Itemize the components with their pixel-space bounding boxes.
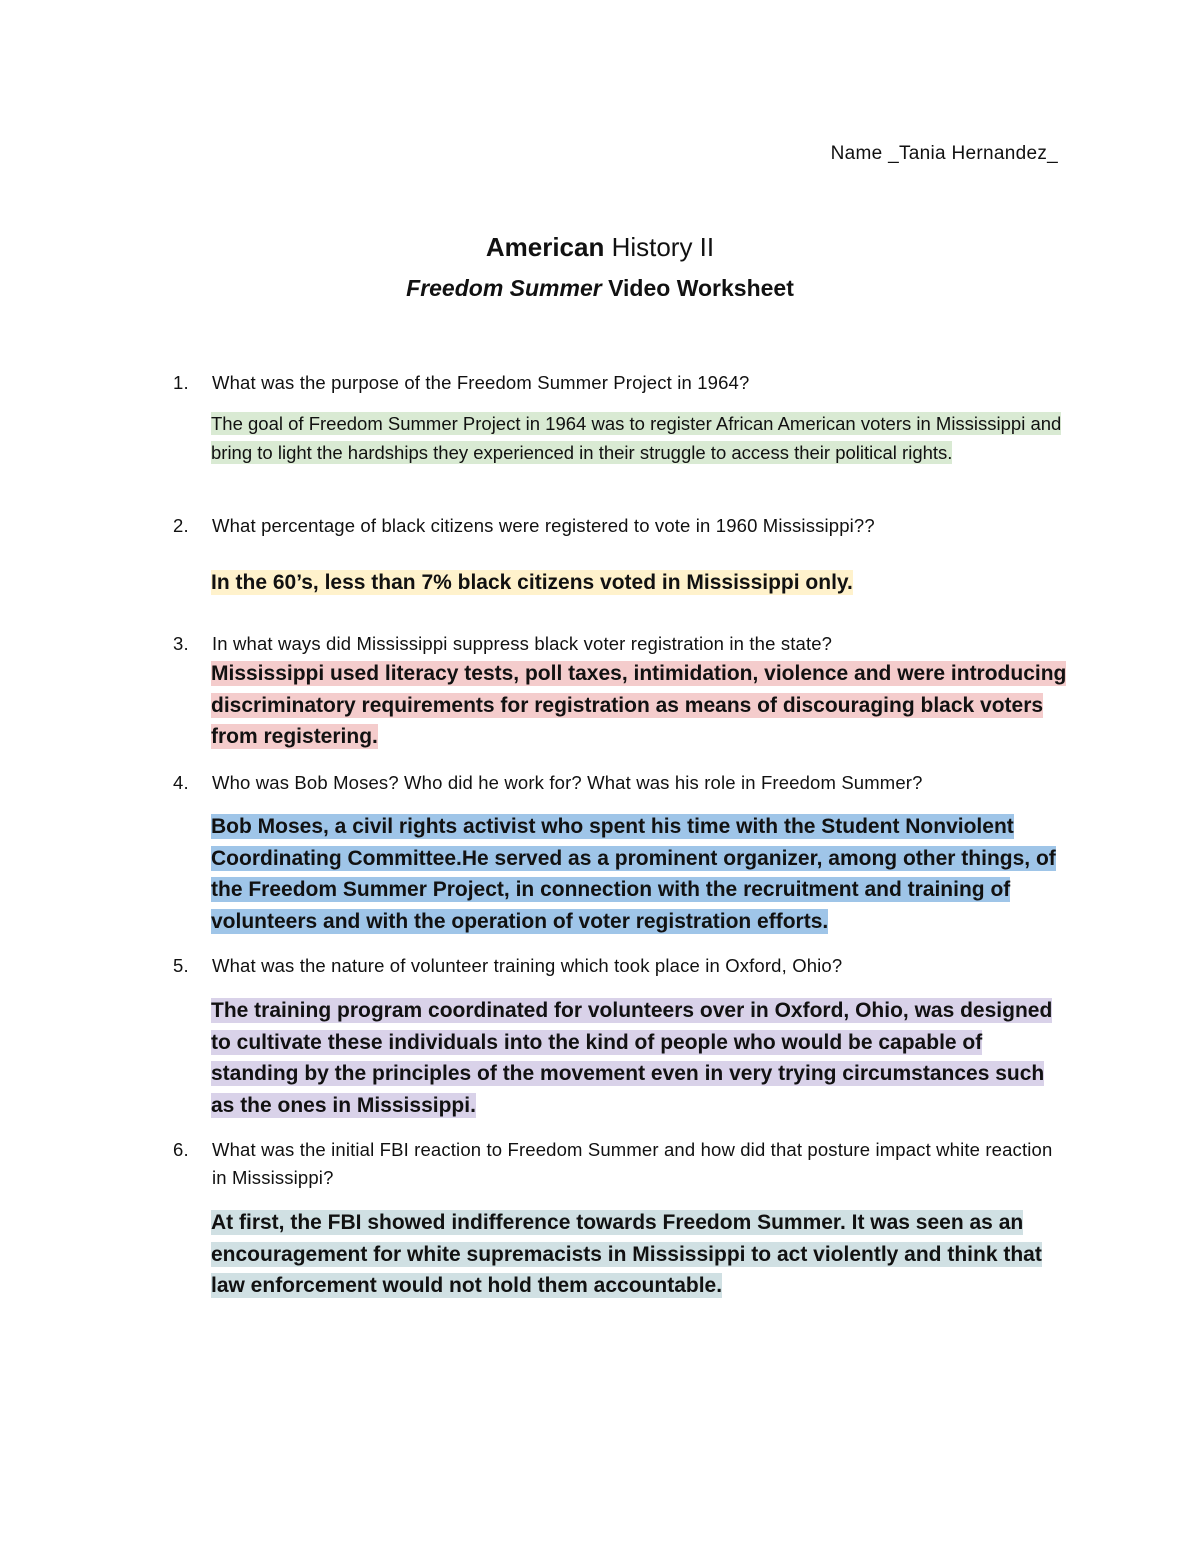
page-title (0, 232, 1200, 263)
question-number: 5. (173, 955, 189, 976)
answer-text: In the 60’s, less than 7% black citizens voted in Mississippi only. (211, 571, 853, 594)
question-1 (173, 369, 1053, 397)
question-text: What was the purpose of the Freedom Summer Project in 1964? (212, 372, 750, 393)
question-text: What was the nature of volunteer training which took place in Oxford, Ohio? (212, 955, 843, 976)
answer-text: At first, the FBI showed indifference towards Freedom Summer. It was seen as an encouragement for white supremacists in Mississippi to act violently and think that law enforcement would not hold them accountable. (211, 1211, 1042, 1297)
answer-1 (211, 410, 1071, 467)
question-text: Who was Bob Moses? Who did he work for? What was his role in Freedom Summer? (212, 772, 923, 793)
question-number: 6. (173, 1139, 189, 1160)
answer-3 (211, 658, 1071, 753)
answer-5 (211, 995, 1071, 1121)
question-3 (173, 630, 1053, 658)
question-text: What was the initial FBI reaction to Freedom Summer and how did that posture impact white reaction in Mississippi? (212, 1139, 1053, 1188)
answer-6 (211, 1207, 1071, 1302)
question-number: 1. (173, 372, 189, 393)
question-6 (173, 1136, 1053, 1192)
answer-4 (211, 811, 1071, 937)
answer-text: Mississippi used literacy tests, poll taxes, intimidation, violence and were introducing discriminatory requirements for registration as means of discouraging black voters from registering. (211, 662, 1067, 748)
question-text: What percentage of black citizens were registered to vote in 1960 Mississippi?? (212, 515, 875, 536)
subtitle-rest: Video Worksheet (601, 275, 794, 301)
answer-text: Bob Moses, a civil rights activist who spent his time with the Student Nonviolent Coordinating Committee.He served as a prominent organizer, among other things, of the Freedom Summer Project, in connection with the recruitment and training of volunteers and with the operation of voter registration efforts. (211, 815, 1056, 933)
question-2 (173, 512, 1053, 540)
answer-2 (211, 567, 1071, 599)
title-course-rest: History II (604, 232, 715, 262)
answer-text: The goal of Freedom Summer Project in 1964 was to register African American voters in Mississippi and bring to light the hardships they experienced in their struggle to access their political rights. (211, 413, 1062, 463)
question-4 (173, 769, 1053, 797)
page-subtitle (0, 275, 1200, 302)
question-number: 3. (173, 633, 189, 654)
subtitle-italic: Freedom Summer (406, 275, 602, 301)
question-text: In what ways did Mississippi suppress black voter registration in the state? (212, 633, 833, 654)
question-number: 2. (173, 515, 189, 536)
answer-text: The training program coordinated for volunteers over in Oxford, Ohio, was designed to cultivate these individuals into the kind of people who would be capable of standing by the principles of the movement even in very trying circumstances such as the ones in Mississippi. (211, 999, 1053, 1117)
question-number: 4. (173, 772, 189, 793)
question-5 (173, 952, 1053, 980)
title-course-bold: American (485, 232, 605, 262)
student-name: Name _Tania Hernandez_ (830, 143, 1058, 164)
